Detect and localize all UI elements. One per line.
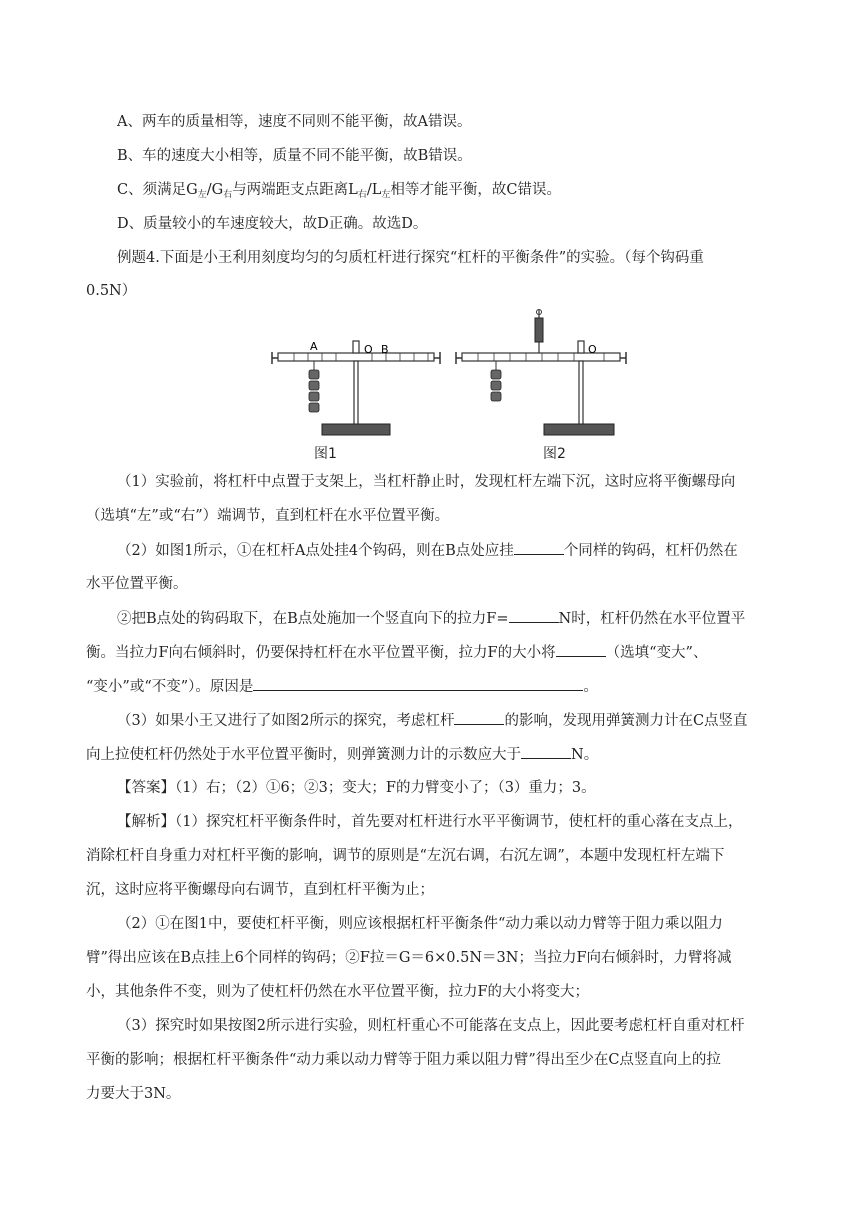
analysis-line-7: （3）探究时如果按图2所示进行实验，则杠杆重心不可能落在支点上，因此要考虑杠杆自重对杠杆 [117, 1018, 745, 1034]
q2b-line2: 衡。当拉力F向右倾斜时，仍要保持杠杆在水平位置平衡，拉力F的大小将 （选填“变大”、 [86, 642, 707, 663]
example-heading-cont: 0.5N） [86, 283, 137, 299]
lever-figure [268, 308, 668, 438]
analysis-line-3: 沉，这时应将平衡螺母向右调节，直到杠杆平衡为止； [86, 882, 434, 898]
analysis-line-4: （2）①在图1中，要使杠杆平衡，则应该根据杠杆平衡条件“动力乘以动力臂等于阻力乘以阻力 [117, 916, 723, 932]
option-c: C、须满足$G_左/G_右$与两端距支点距离$L_右/L_左$相等才能平衡，故C错误。 [117, 182, 561, 200]
option-b: B、车的速度大小相等，质量不同不能平衡，故B错误。 [117, 148, 472, 164]
option-d: D、质量较小的车速度较大，故D正确。故选D。 [117, 216, 428, 232]
q2-line1: （2）如图1所示，①在杠杆A点处挂4个钩码，则在B点处应挂 个同样的钩码，杠杆仍然在 [117, 540, 738, 561]
q3-blank-2[interactable] [521, 744, 571, 759]
q2-line2: 水平位置平衡。 [86, 576, 188, 592]
q1-line2: （选填“左”或“右”）端调节，直到杠杆在水平位置平衡。 [86, 508, 450, 524]
q3-line1: （3）如果小王又进行了如图2所示的探究，考虑杠杆 的影响，发现用弹簧测力计在C点竖直 [117, 710, 748, 731]
figure-1-caption: 图1 [314, 446, 337, 462]
figure-2-diagram [456, 310, 626, 436]
q3-line2: 向上拉使杠杆仍然处于水平位置平衡时，则弹簧测力计的示数应大于 N。 [86, 744, 598, 765]
q2b-blank-force[interactable] [509, 608, 559, 623]
q2b-blank-reason[interactable] [253, 676, 583, 691]
q2-blank-1[interactable] [514, 540, 564, 555]
q3-blank-1[interactable] [454, 710, 504, 725]
option-a: A、两车的质量相等，速度不同则不能平衡，故A错误。 [117, 114, 472, 130]
analysis-line-5: 臂”得出应该在B点挂上6个同样的钩码；②F拉＝G＝6×0.5N＝3N；当拉力F向右倾斜时，力臂将减 [86, 950, 732, 966]
q2b-line1: ②把B点处的钩码取下，在B点处施加一个竖直向下的拉力F= N时，杠杆仍然在水平位置平 [117, 608, 745, 629]
figure-2-caption: 图2 [543, 446, 566, 462]
answer: 【答案】（1）右；（2）①6；②3；变大；F的力臂变小了；（3）重力；3。 [117, 780, 596, 796]
example-heading: 例题4.下面是小王利用刻度均匀的匀质杠杆进行探究“杠杆的平衡条件”的实验。（每个钩码重 [117, 250, 704, 266]
label-a: A [310, 340, 318, 353]
analysis-line-9: 力要大于3N。 [86, 1086, 181, 1102]
analysis-line-2: 消除杠杆自身重力对杠杆平衡的影响，调节的原则是“左沉右调，右沉左调”，本题中发现杠杆左端下 [86, 848, 725, 864]
label-o2: O [588, 343, 597, 356]
q2b-blank-change[interactable] [556, 642, 606, 657]
q1-line1: （1）实验前，将杠杆中点置于支架上，当杠杆静止时，发现杠杆左端下沉，这时应将平衡螺母向 [117, 474, 736, 490]
analysis-line-6: 小，其他条件不变，则为了使杠杆仍然在水平位置平衡，拉力F的大小将变大； [86, 984, 590, 1000]
q2b-line3: “变小”或“不变”）。原因是 。 [86, 676, 598, 697]
analysis-line-1: 【解析】（1）探究杠杆平衡条件时，首先要对杠杆进行水平平衡调节，使杠杆的重心落在支点上， [117, 814, 743, 830]
label-b: B [381, 343, 389, 356]
analysis-line-8: 平衡的影响；根据杠杆平衡条件“动力乘以动力臂等于阻力乘以阻力臂”得出至少在C点竖直向上的拉 [86, 1052, 721, 1068]
figure-1-diagram [272, 340, 440, 435]
label-o1: O [364, 343, 373, 356]
